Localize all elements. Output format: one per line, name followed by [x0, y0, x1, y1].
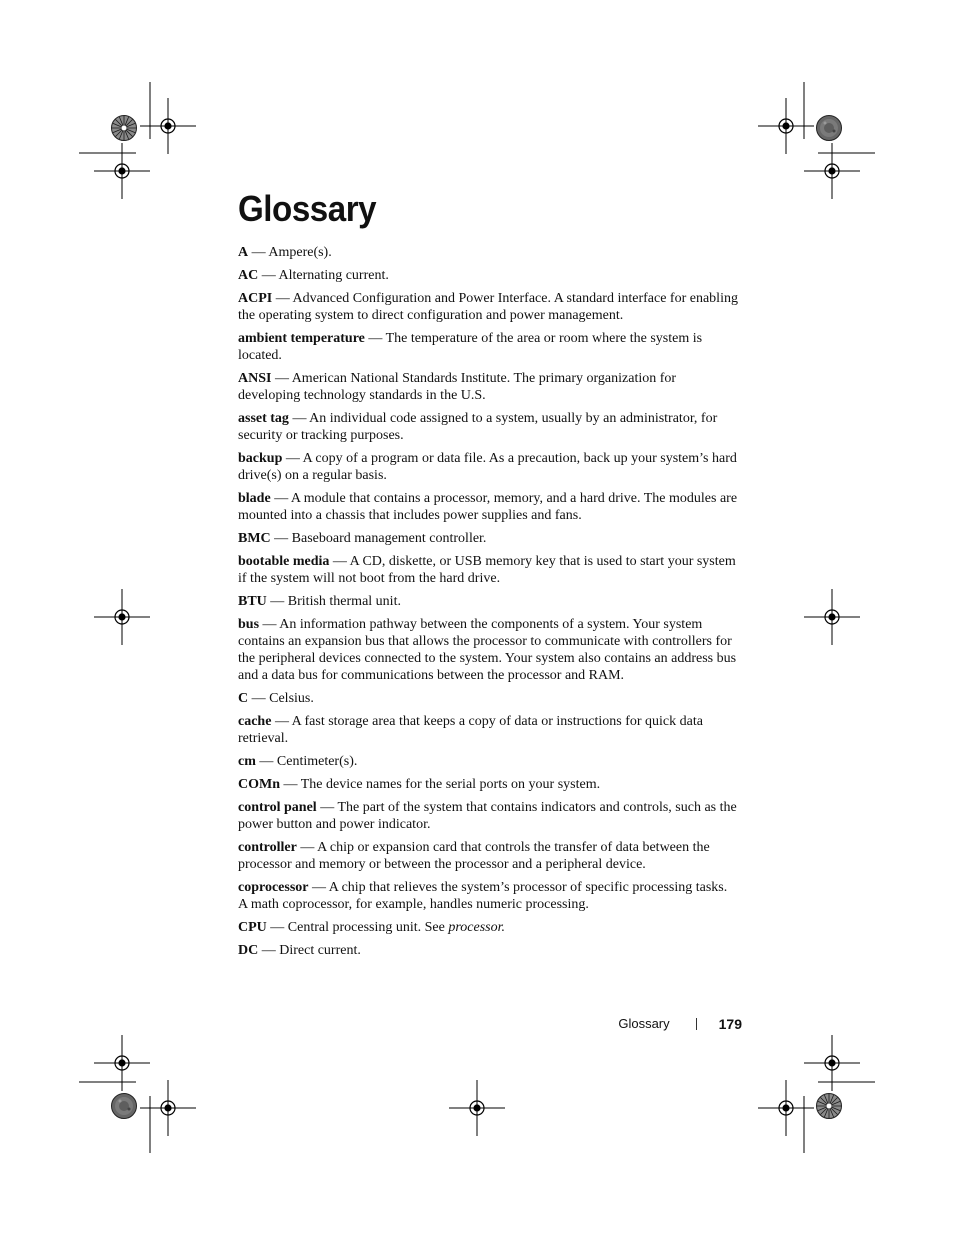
glossary-definition: — An individual code assigned to a system, usually by an administrator, for security or tracking purposes. [238, 411, 718, 443]
glossary-definition: — Centimeter(s). [255, 754, 358, 769]
glossary-definition: — American National Standards Institute. The primary organization for developing technology standards in the U.S. [238, 371, 677, 403]
glossary-entry [238, 330, 738, 364]
glossary-term: bootable media [238, 554, 330, 569]
glossary-term: coprocessor [238, 880, 309, 895]
glossary-definition: — A chip that relieves the system’s processor of specific processing tasks. A math coprocessor, for example, handles numeric processing. [238, 880, 728, 912]
page-footer [618, 1014, 742, 1034]
glossary-definition: — Central processing unit. See [266, 920, 449, 935]
glossary-definition: — Ampere(s). [248, 245, 332, 260]
glossary-term: controller [238, 840, 297, 855]
glossary-definition: — The temperature of the area or room where the system is located. [238, 331, 703, 363]
glossary-definition: — Direct current. [258, 943, 361, 958]
glossary-term: blade [238, 491, 271, 506]
glossary-entry [238, 267, 738, 284]
page-title: Glossary [238, 188, 377, 229]
glossary-term: ANSI [238, 371, 272, 386]
page-number: 179 [718, 1016, 742, 1032]
glossary-entries [238, 244, 738, 965]
glossary-term: CPU [238, 920, 267, 935]
glossary-definition: — Advanced Configuration and Power Interface. A standard interface for enabling the operating system to direct configuration and power management. [238, 291, 738, 323]
glossary-definition: — A copy of a program or data file. As a precaution, back up your system’s hard drive(s) on a regular basis. [238, 451, 737, 483]
glossary-entry [238, 553, 738, 587]
glossary-definition: — An information pathway between the components of a system. Your system contains an expansion bus that allows the processor to communicate with controllers for the peripheral devices connected to the system. Your system also contains an address bus and a data bus for communications between the processor and RAM. [238, 617, 737, 683]
glossary-cross-reference: processor. [448, 920, 506, 935]
glossary-term: control panel [238, 800, 317, 815]
glossary-definition: — Alternating current. [258, 268, 389, 283]
glossary-definition: — Celsius. [248, 691, 314, 706]
glossary-entry [238, 690, 738, 707]
glossary-term: cache [238, 714, 272, 729]
glossary-entry [238, 290, 738, 324]
glossary-term: bus [238, 617, 260, 632]
glossary-entry [238, 593, 738, 610]
glossary-entry [238, 919, 738, 936]
glossary-term: backup [238, 451, 283, 466]
glossary-entry [238, 713, 738, 747]
glossary-definition: — A fast storage area that keeps a copy of data or instructions for quick data retrieval. [238, 714, 703, 746]
glossary-entry [238, 839, 738, 873]
glossary-entry [238, 370, 738, 404]
glossary-entry [238, 753, 738, 770]
glossary-term: DC [238, 943, 259, 958]
glossary-entry [238, 490, 738, 524]
glossary-entry [238, 244, 738, 261]
glossary-definition: — Baseboard management controller. [270, 531, 487, 546]
glossary-entry [238, 450, 738, 484]
glossary-entry [238, 879, 738, 913]
glossary-term: cm [238, 754, 256, 769]
footer-separator [696, 1018, 697, 1030]
glossary-entry [238, 776, 738, 793]
glossary-term: ACPI [238, 291, 273, 306]
glossary-definition: — The device names for the serial ports on your system. [280, 777, 601, 792]
glossary-term: C [238, 691, 249, 706]
glossary-entry [238, 616, 738, 684]
glossary-entry [238, 410, 738, 444]
glossary-term: ambient temperature [238, 331, 365, 346]
glossary-term: AC [238, 268, 259, 283]
footer-section-title: Glossary [618, 1016, 670, 1031]
glossary-entry [238, 799, 738, 833]
glossary-entry [238, 530, 738, 547]
glossary-definition: — British thermal unit. [266, 594, 401, 609]
glossary-term: asset tag [238, 411, 289, 426]
glossary-definition: — The part of the system that contains indicators and controls, such as the power button and power indicator. [238, 800, 737, 832]
glossary-term: COMn [238, 777, 280, 792]
glossary-term: A [238, 245, 249, 260]
glossary-term: BMC [238, 531, 271, 546]
glossary-definition: — A chip or expansion card that controls the transfer of data between the processor and memory or between the processor and a peripheral device. [238, 840, 710, 872]
glossary-term: BTU [238, 594, 267, 609]
glossary-entry [238, 942, 738, 959]
glossary-definition: — A CD, diskette, or USB memory key that is used to start your system if the system will not boot from the hard drive. [238, 554, 736, 586]
glossary-definition: — A module that contains a processor, memory, and a hard drive. The modules are mounted into a chassis that includes power supplies and fans. [238, 491, 738, 523]
